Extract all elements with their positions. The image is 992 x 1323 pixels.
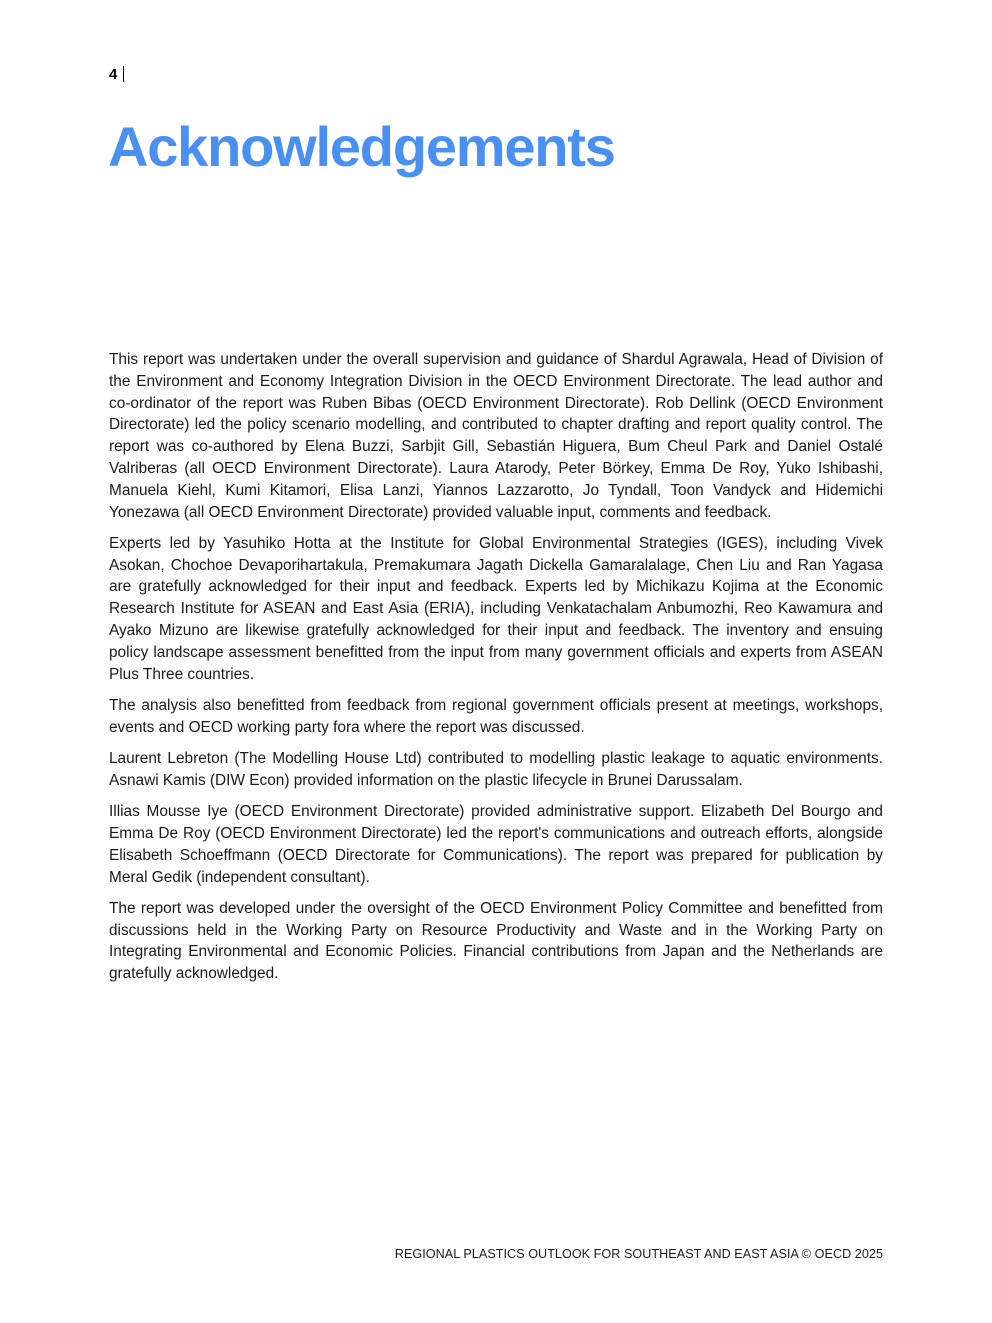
paragraph-experts: Experts led by Yasuhiko Hotta at the Institute for Global Environmental Strategies (IGES), including Vivek Asokan, Chochoe Devaporihartakula, Premakumara Jagath Dickella Gamaralalage, Chen Liu and Ran Yagasa are gratefully acknowledged for their input and feedback. Experts led by Michikazu Kojima at the Economic Research Institute for ASEAN and East Asia (ERIA), including Venkatachalam Anbumozhi, Reo Kawamura and Ayako Mizuno are likewise gratefully acknowledged for their input and feedback. The inventory and ensuing policy landscape assessment benefitted from the input from many government officials and experts from ASEAN Plus Three countries. (109, 534, 883, 683)
page-number-value: 4 (109, 66, 118, 83)
acknowledgements-body (109, 349, 883, 995)
paragraph-modelling: Laurent Lebreton (The Modelling House Ltd) contributed to modelling plastic leakage to aquatic environments. Asnawi Kamis (DIW Econ) provided information on the plastic lifecycle in Brunei Darussalam. (109, 750, 883, 789)
page-footer: REGIONAL PLASTICS OUTLOOK FOR SOUTHEAST AND EAST ASIA © OECD 2025 (394, 1247, 883, 1261)
paragraph-oversight: The report was developed under the oversight of the OECD Environment Policy Committee and benefitted from discussions held in the Working Party on Resource Productivity and Waste and in the Working Party on Integrating Environmental and Economic Policies. Financial contributions from Japan and the Netherlands are gratefully acknowledged. (109, 899, 883, 983)
paragraph-analysis-feedback: The analysis also benefitted from feedback from regional government officials present at meetings, workshops, events and OECD working party fora where the report was discussed. (109, 696, 883, 736)
paragraph-administration: Illias Mousse Iye (OECD Environment Directorate) provided administrative support. Elizabeth Del Bourgo and Emma De Roy (OECD Environment Directorate) led the report's communications and outreach efforts, alongside Elisabeth Schoeffmann (OECD Directorate for Communications). The report was prepared for publication by Meral Gedik (independent consultant). (109, 803, 883, 886)
page-number (109, 66, 124, 83)
paragraph-supervision: This report was undertaken under the overall supervision and guidance of Shardul Agrawala, Head of Division of the Environment and Economy Integration Division in the OECD Environment Directorate. The lead author and co-ordinator of the report was Ruben Bibas (OECD Environment Directorate). Rob Dellink (OECD Environment Directorate) led the policy scenario modelling, and contributed to chapter drafting and report quality control. The report was co-authored by Elena Buzzi, Sarbjit Gill, Sebastián Higuera, Bum Cheul Park and Daniel Ostalé Valriberas (all OECD Environment Directorate). Laura Atarody, Peter Börkey, Emma De Roy, Yuko Ishibashi, Manuela Kiehl, Kumi Kitamori, Elisa Lanzi, Yiannos Lazzarotto, Jo Tyndall, Toon Vandyck and Hidemichi Yonezawa (all OECD Environment Directorate) provided valuable input, comments and feedback. (109, 351, 883, 521)
page-number-separator (123, 66, 124, 82)
page-title: Acknowledgements (108, 115, 615, 178)
